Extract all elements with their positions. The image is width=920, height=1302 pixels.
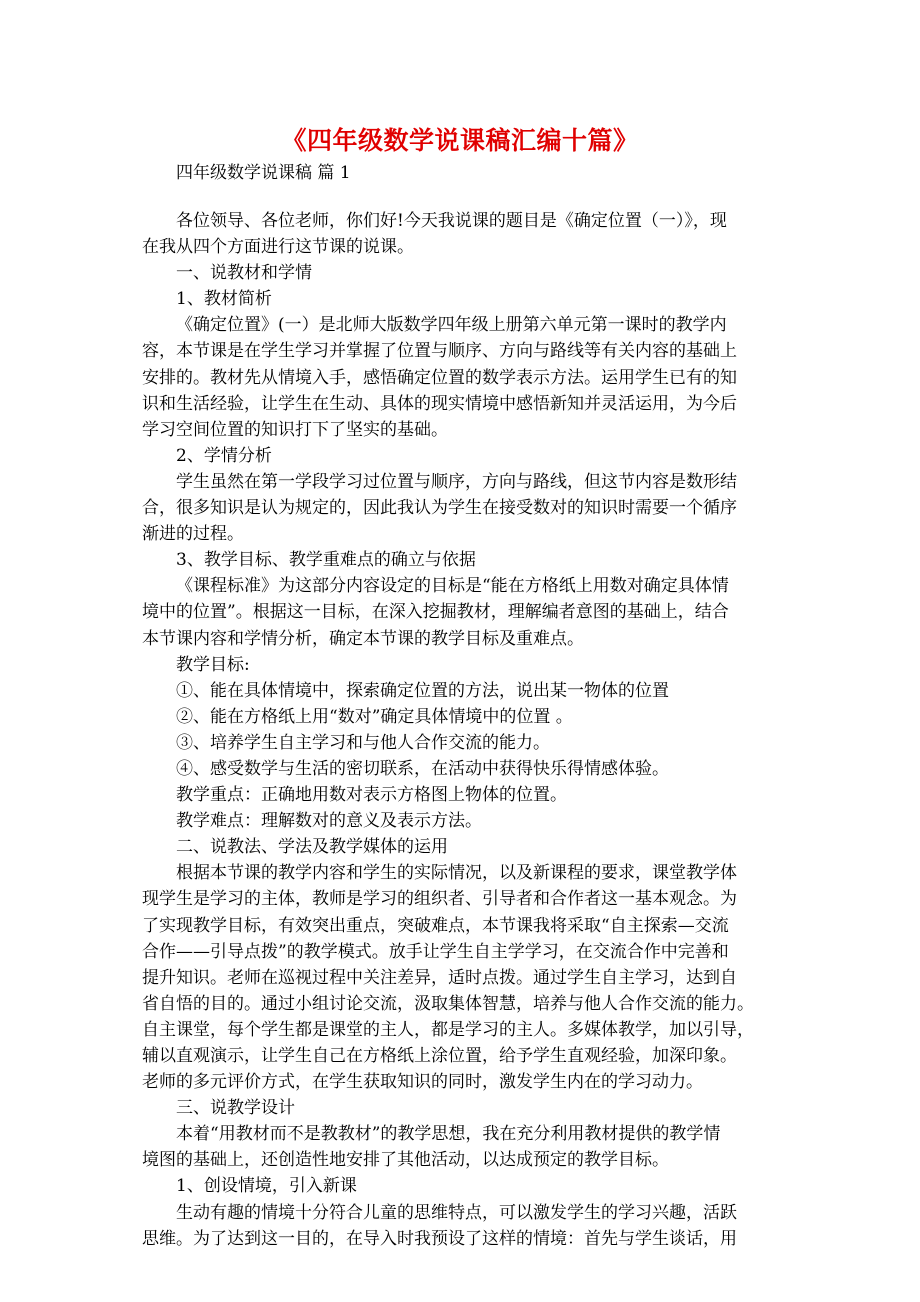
text-line: 各位领导、各位老师，你们好!今天我说课的题目是《确定位置（一）》，现	[176, 211, 727, 231]
text-line: 合，很多知识是认为规定的，因此我认为学生在接受数对的知识时需要一个循序	[142, 498, 737, 519]
text-line: 老师的多元评价方式，在学生获取知识的同时，激发学生内在的学习动力。	[142, 1072, 703, 1093]
text-line: 二、说教法、学法及教学媒体的运用	[176, 837, 448, 858]
text-line: 辅以直观演示，让学生自己在方格纸上涂位置，给予学生直观经验，加深印象。	[142, 1046, 737, 1066]
text-line: ①、能在具体情境中，探索确定位置的方法，说出某一物体的位置	[176, 680, 669, 701]
text-line: 思维。为了达到这一目的，在导入时我预设了这样的情境：首先与学生谈话，用	[142, 1228, 737, 1249]
text-line: 了实现教学目标，有效突出重点，突破难点，本节课我将采取“自主探索—交流	[142, 915, 729, 936]
document-subtitle: 四年级数学说课稿 篇 1	[176, 163, 351, 183]
text-line: 提升知识。老师在巡视过程中关注差异，适时点拨。通过学生自主学习，达到自	[142, 967, 737, 988]
text-line: 境中的位置”。根据这一目标，在深入挖掘教材，理解编者意图的基础上，结合	[142, 602, 729, 623]
text-line: 省自悟的目的。通过小组讨论交流，汲取集体智慧，培养与他人合作交流的能力。	[142, 993, 754, 1014]
text-line: 在我从四个方面进行这节课的说课。	[142, 237, 414, 258]
text-line: ③、培养学生自主学习和与他人合作交流的能力。	[176, 732, 550, 753]
text-line: 识和生活经验，让学生在生动、具体的现实情境中感悟新知并灵活运用，为今后	[142, 393, 737, 414]
text-line: 合作——引导点拨”的教学模式。放手让学生自主学学习，在交流合作中完善和	[142, 941, 729, 962]
text-line: 学生虽然在第一学段学习过位置与顺序，方向与路线，但这节内容是数形结	[176, 471, 737, 492]
document-body	[142, 208, 790, 1252]
text-line: 容，本节课是在学生学习并掌握了位置与顺序、方向与路线等有关内容的基础上	[142, 341, 737, 362]
text-line: 1、教材简析	[176, 289, 272, 310]
text-line: 自主课堂，每个学生都是课堂的主人，都是学习的主人。多媒体教学，加以引导，	[142, 1019, 754, 1040]
text-line: 本节课内容和学情分析，确定本节课的教学目标及重难点。	[142, 628, 584, 649]
text-line: 现学生是学习的主体，教师是学习的组织者、引导者和合作者这一基本观念。为	[142, 889, 737, 910]
text-line: ④、感受数学与生活的密切联系，在活动中获得快乐得情感体验。	[176, 758, 669, 779]
text-line: 三、说教学设计	[176, 1098, 295, 1119]
text-line: 生动有趣的情境十分符合儿童的思维特点，可以激发学生的学习兴趣，活跃	[176, 1202, 737, 1223]
text-line: 渐进的过程。	[142, 524, 244, 545]
text-line: 《确定位置》(一）是北师大版数学四年级上册第六单元第一课时的教学内	[176, 315, 727, 336]
text-line: 一、说教材和学情	[176, 263, 312, 284]
text-line: 1、创设情境，引入新课	[176, 1176, 357, 1197]
text-line: 《课程标准》为这部分内容设定的目标是“能在方格纸上用数对确定具体情	[176, 576, 729, 597]
document-title: 《四年级数学说课稿汇编十篇》	[281, 126, 639, 155]
text-line: 学习空间位置的知识打下了坚实的基础。	[142, 419, 448, 440]
text-line: 本着“用教材而不是教教材”的教学思想，我在充分利用教材提供的教学情	[176, 1124, 721, 1145]
text-line: 3、教学目标、教学重难点的确立与依据	[176, 550, 476, 571]
text-line: 教学目标:	[176, 654, 250, 675]
text-line: 根据本节课的教学内容和学生的实际情况，以及新课程的要求，课堂教学体	[176, 863, 737, 884]
text-line: 教学难点：理解数对的意义及表示方法。	[176, 811, 482, 832]
text-line: 2、学情分析	[176, 445, 272, 466]
text-line: ②、能在方格纸上用“数对”确定具体情境中的位置 。	[176, 706, 573, 727]
text-line: 教学重点：正确地用数对表示方格图上物体的位置。	[176, 785, 567, 806]
text-line: 安排的。教材先从情境入手，感悟确定位置的数学表示方法。运用学生已有的知	[142, 367, 737, 388]
text-line: 境图的基础上，还创造性地安排了其他活动，以达成预定的教学目标。	[142, 1150, 669, 1171]
